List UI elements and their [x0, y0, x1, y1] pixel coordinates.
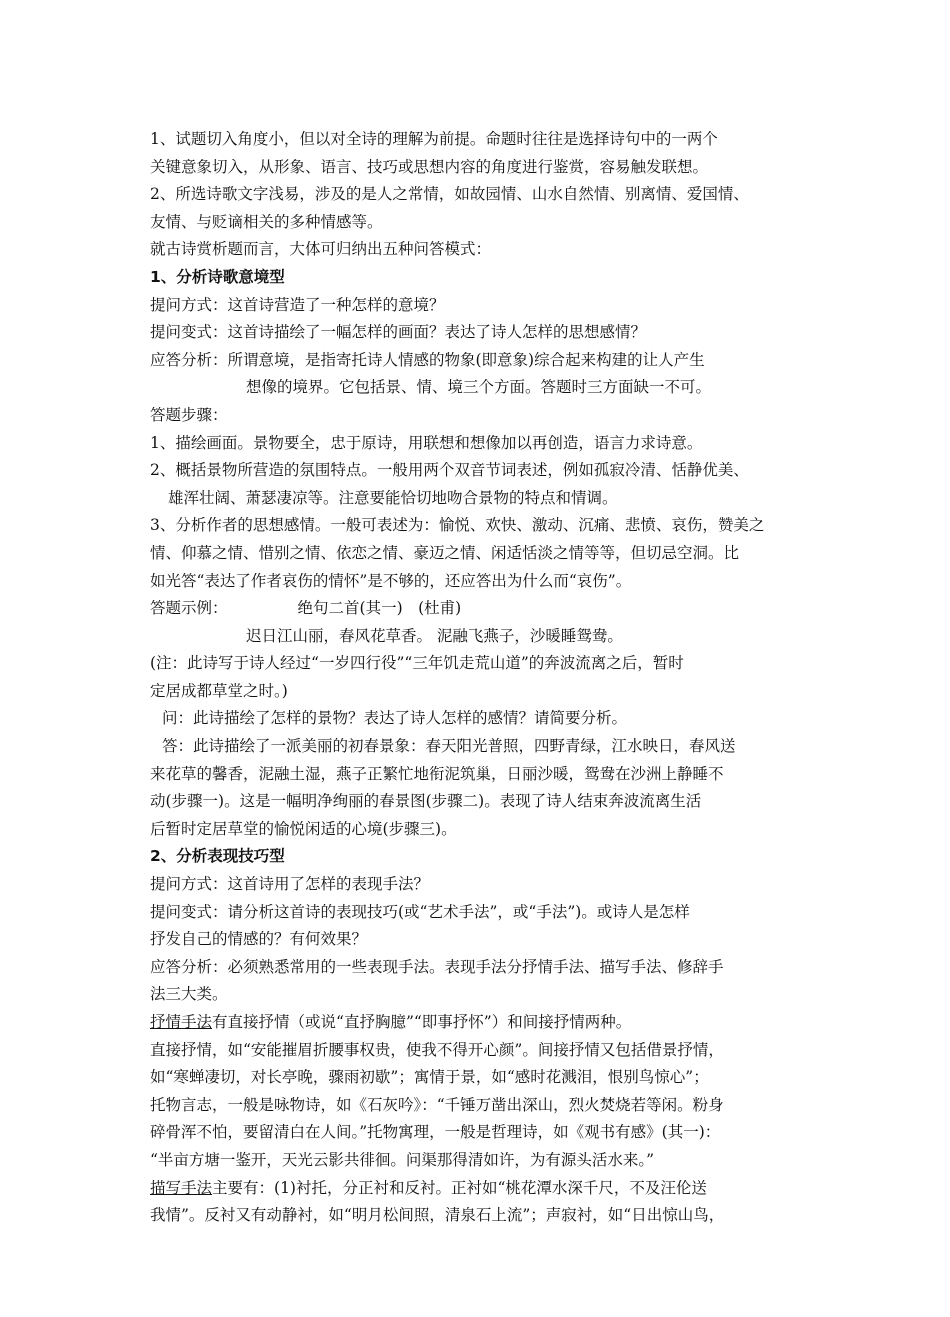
- paragraph-line: 1、试题切入角度小，但以对全诗的理解为前提。命题时往往是选择诗句中的一两个: [150, 130, 718, 148]
- paragraph-line: 1、描绘画面。景物要全，忠于原诗，用联想和想像加以再创造，语言力求诗意。: [150, 433, 703, 452]
- paragraph-line: 想像的境界。它包括景、情、境三个方面。答题时三方面缺一不可。: [246, 378, 712, 397]
- paragraph-line: 直接抒情，如“安能摧眉折腰事权贵，使我不得开心颜”。间接抒情又包括借景抒情，: [150, 1040, 724, 1059]
- paragraph-line: 动(步骤一)。这是一幅明净绚丽的春景图(步骤二)。表现了诗人结束奔波流离生活: [150, 792, 702, 811]
- paragraph-line: 提问变式：这首诗描绘了一幅怎样的画面？表达了诗人怎样的思想感情？: [150, 323, 647, 342]
- document-page: [150, 126, 810, 1230]
- paragraph-line: 答：此诗描绘了一派美丽的初春景象：春天阳光普照，四野青绿，江水映日，春风送: [162, 737, 736, 756]
- paragraph-line: 托物言志，一般是咏物诗，如《石灰吟》：“千锤万凿出深山，烈火焚烧若等闲。粉身: [150, 1095, 724, 1114]
- paragraph-line: 如光答“表达了作者哀伤的情怀”是不够的，还应答出为什么而“哀伤”。: [150, 571, 632, 590]
- paragraph-line: 我情”。反衬又有动静衬，如“明月松间照，清泉石上流”；声寂衬，如“日出惊山鸟，: [150, 1206, 725, 1225]
- paragraph-line: 情、仰慕之情、惜别之情、依恋之情、豪迈之情、闲适恬淡之情等等，但切忌空洞。比: [150, 543, 740, 562]
- paragraph-line: 定居成都草堂之时。): [150, 681, 288, 700]
- paragraph-line: 雄浑壮阔、萧瑟凄凉等。注意要能恰切地吻合景物的特点和情调。: [168, 488, 618, 507]
- paragraph-line: 法三大类。: [150, 985, 228, 1004]
- paragraph-line: 就古诗赏析题而言，大体可归纳出五种问答模式：: [150, 240, 492, 259]
- paragraph-line: 提问变式：请分析这首诗的表现技巧(或“艺术手法”，或“手法”)。或诗人是怎样: [150, 902, 690, 921]
- example-line: [150, 595, 810, 623]
- paragraph-line: 2、概括景物所营造的氛围特点。一般用两个双音节词表述，例如孤寂冷清、恬静优美、: [150, 461, 749, 480]
- poem-title: 绝句二首(其一) (杜甫): [297, 599, 462, 618]
- paragraph-line: 后暂时定居草堂的愉悦闲适的心境(步骤三)。: [150, 819, 457, 838]
- paragraph-line: 关键意象切入，从形象、语言、技巧或思想内容的角度进行鉴赏，容易触发联想。: [150, 157, 709, 176]
- underlined-term: 抒情手法: [150, 1013, 213, 1031]
- example-label: 答题示例：: [150, 599, 228, 618]
- paragraph-line: 问：此诗描绘了怎样的景物？表达了诗人怎样的感情？请简要分析。: [162, 709, 628, 728]
- paragraph-line: [150, 1175, 810, 1203]
- paragraph-line: “半亩方塘一鉴开，天光云影共徘徊。问渠那得清如许，为有源头活水来。”: [150, 1150, 655, 1169]
- paragraph-line: 友情、与贬谪相关的多种情感等。: [150, 212, 383, 231]
- paragraph-line: 来花草的馨香，泥融土湿，燕子正繁忙地衔泥筑巢，日丽沙暖，鸳鸯在沙洲上静睡不: [150, 764, 724, 783]
- underlined-term: 描写手法: [150, 1178, 213, 1197]
- paragraph-line: 碎骨浑不怕，要留清白在人间。”托物寓理，一般是哲理诗，如《观书有感》(其一)：: [150, 1123, 721, 1142]
- paragraph-line: 如“寒蝉凄切，对长亭晚，骤雨初歇”；寓情于景，如“感时花溅泪，恨别鸟惊心”；: [150, 1068, 709, 1087]
- paragraph-line: (注：此诗写于诗人经过“一岁四行役”“三年饥走荒山道”的奔波流离之后，暂时: [150, 654, 684, 673]
- paragraph-text: 有直接抒情（或说“直抒胸臆”“即事抒怀”）和间接抒情两种。: [212, 1013, 632, 1031]
- paragraph-line: 提问方式：这首诗营造了一种怎样的意境？: [150, 295, 445, 314]
- paragraph-line: 应答分析：所谓意境，是指寄托诗人情感的物象(即意象)综合起来构建的让人产生: [150, 350, 705, 369]
- section-heading: 2、分析表现技巧型: [150, 847, 285, 866]
- paragraph-line: 3、分析作者的思想感情。一般可表述为：愉悦、欢快、激动、沉痛、悲愤、哀伤，赞美之: [150, 516, 765, 535]
- paragraph-line: 答题步骤：: [150, 405, 228, 424]
- paragraph-line: 应答分析：必须熟悉常用的一些表现手法。表现手法分抒情手法、描写手法、修辞手: [150, 957, 724, 976]
- paragraph-text: 主要有：(1)衬托，分正衬和反衬。正衬如“桃花潭水深千尺，不及汪伦送: [212, 1178, 707, 1197]
- section-heading: 1、分析诗歌意境型: [150, 267, 285, 286]
- paragraph-line: [150, 1009, 810, 1037]
- poem-text: 迟日江山丽，春风花草香。 泥融飞燕子，沙暖睡鸳鸯。: [246, 626, 623, 645]
- paragraph-line: 2、所选诗歌文字浅易，涉及的是人之常情，如故园情、山水自然情、别离情、爱国情、: [150, 185, 749, 204]
- paragraph-line: 提问方式：这首诗用了怎样的表现手法？: [150, 875, 430, 894]
- paragraph-line: 抒发自己的情感的？有何效果？: [150, 930, 368, 949]
